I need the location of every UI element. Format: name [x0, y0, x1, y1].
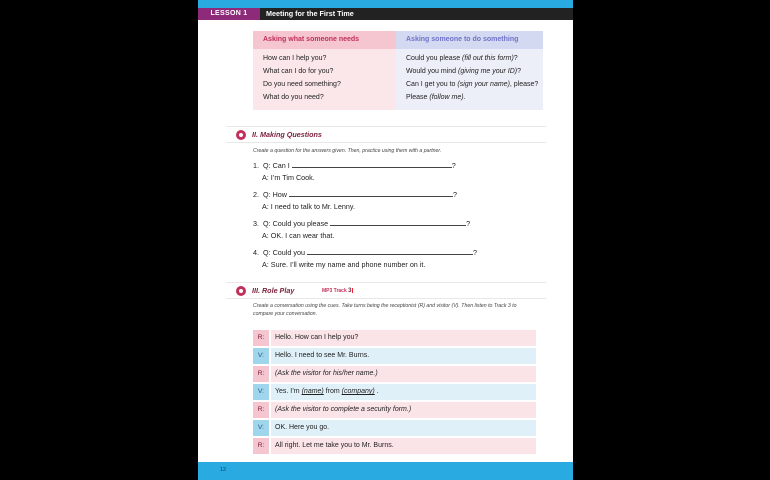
table-heading-left: Asking what someone needs — [253, 31, 396, 49]
textbook-page — [198, 0, 573, 480]
dialogue-row: R: All right. Let me take you to Mr. Burns. — [253, 438, 536, 454]
phrase: Could you please (fill out this form)? — [406, 55, 518, 62]
section-icon — [236, 286, 246, 296]
table-column-right — [396, 49, 543, 110]
phrase: How can I help you? — [263, 55, 327, 62]
table-column-left — [253, 49, 396, 110]
phrase: What can I do for you? — [263, 68, 334, 75]
top-color-bar — [198, 0, 573, 8]
dialogue-row: V: OK. Here you go. — [253, 420, 536, 436]
audio-track-label[interactable]: MP3 Track 3 — [322, 287, 356, 294]
lesson-badge: LESSON 1 — [198, 8, 260, 20]
lesson-header — [198, 8, 573, 20]
phrase: What do you need? — [263, 94, 324, 101]
phrases-table — [253, 31, 543, 110]
table-heading-right: Asking someone to do something — [396, 31, 543, 49]
answer-line: A: I’m Tim Cook. — [262, 173, 315, 182]
fill-blank[interactable]: (name) — [301, 388, 324, 395]
answer-blank[interactable] — [292, 160, 452, 168]
phrase: Can I get you to (sign your name), please? — [406, 81, 539, 88]
section-icon — [236, 130, 246, 140]
dialogue-row: R: Hello. How can I help you? — [253, 330, 536, 346]
music-note-icon — [352, 288, 356, 293]
section-heading-making-questions — [226, 129, 546, 141]
lesson-title: Meeting for the First Time — [266, 9, 354, 18]
instructions: Create a question for the answers given. Then, practice using them with a partner. — [253, 148, 442, 154]
answer-blank[interactable] — [307, 247, 473, 255]
fill-blank[interactable]: (company) — [341, 388, 375, 395]
question-line: 3. Q: Could you please ? — [253, 219, 471, 228]
question-line: 1. Q: Can I ? — [253, 161, 456, 170]
dialogue-row: V: Yes. I’m (name) from (company) . — [253, 384, 536, 400]
phrase: Please (follow me). — [406, 94, 466, 101]
dialogue-row: V: Hello. I need to see Mr. Burns. — [253, 348, 536, 364]
answer-line: A: OK. I can wear that. — [262, 231, 335, 240]
section-title: III. Role Play — [252, 286, 295, 295]
section-heading-role-play — [226, 285, 546, 297]
phrase: Do you need something? — [263, 81, 341, 88]
footer-bar — [198, 462, 573, 480]
answer-line: A: Sure. I’ll write my name and phone number on it. — [262, 260, 426, 269]
dialogue-row: R: (Ask the visitor for his/her name.) — [253, 366, 536, 382]
page-number: 12 — [220, 467, 227, 473]
question-line: 2. Q: How ? — [253, 190, 457, 199]
question-line: 4. Q: Could you ? — [253, 248, 477, 257]
answer-blank[interactable] — [330, 218, 466, 226]
answer-line: A: I need to talk to Mr. Lenny. — [262, 202, 355, 211]
answer-blank[interactable] — [289, 189, 453, 197]
section-title: II. Making Questions — [252, 130, 322, 139]
instructions: Create a conversation using the cues. Take turns being the receptionist (R) and visitor (V). Then listen to Track 3 to compare your conversation. — [253, 303, 517, 317]
phrase: Would you mind (giving me your ID)? — [406, 68, 522, 75]
dialogue-row: R: (Ask the visitor to complete a security form.) — [253, 402, 536, 418]
